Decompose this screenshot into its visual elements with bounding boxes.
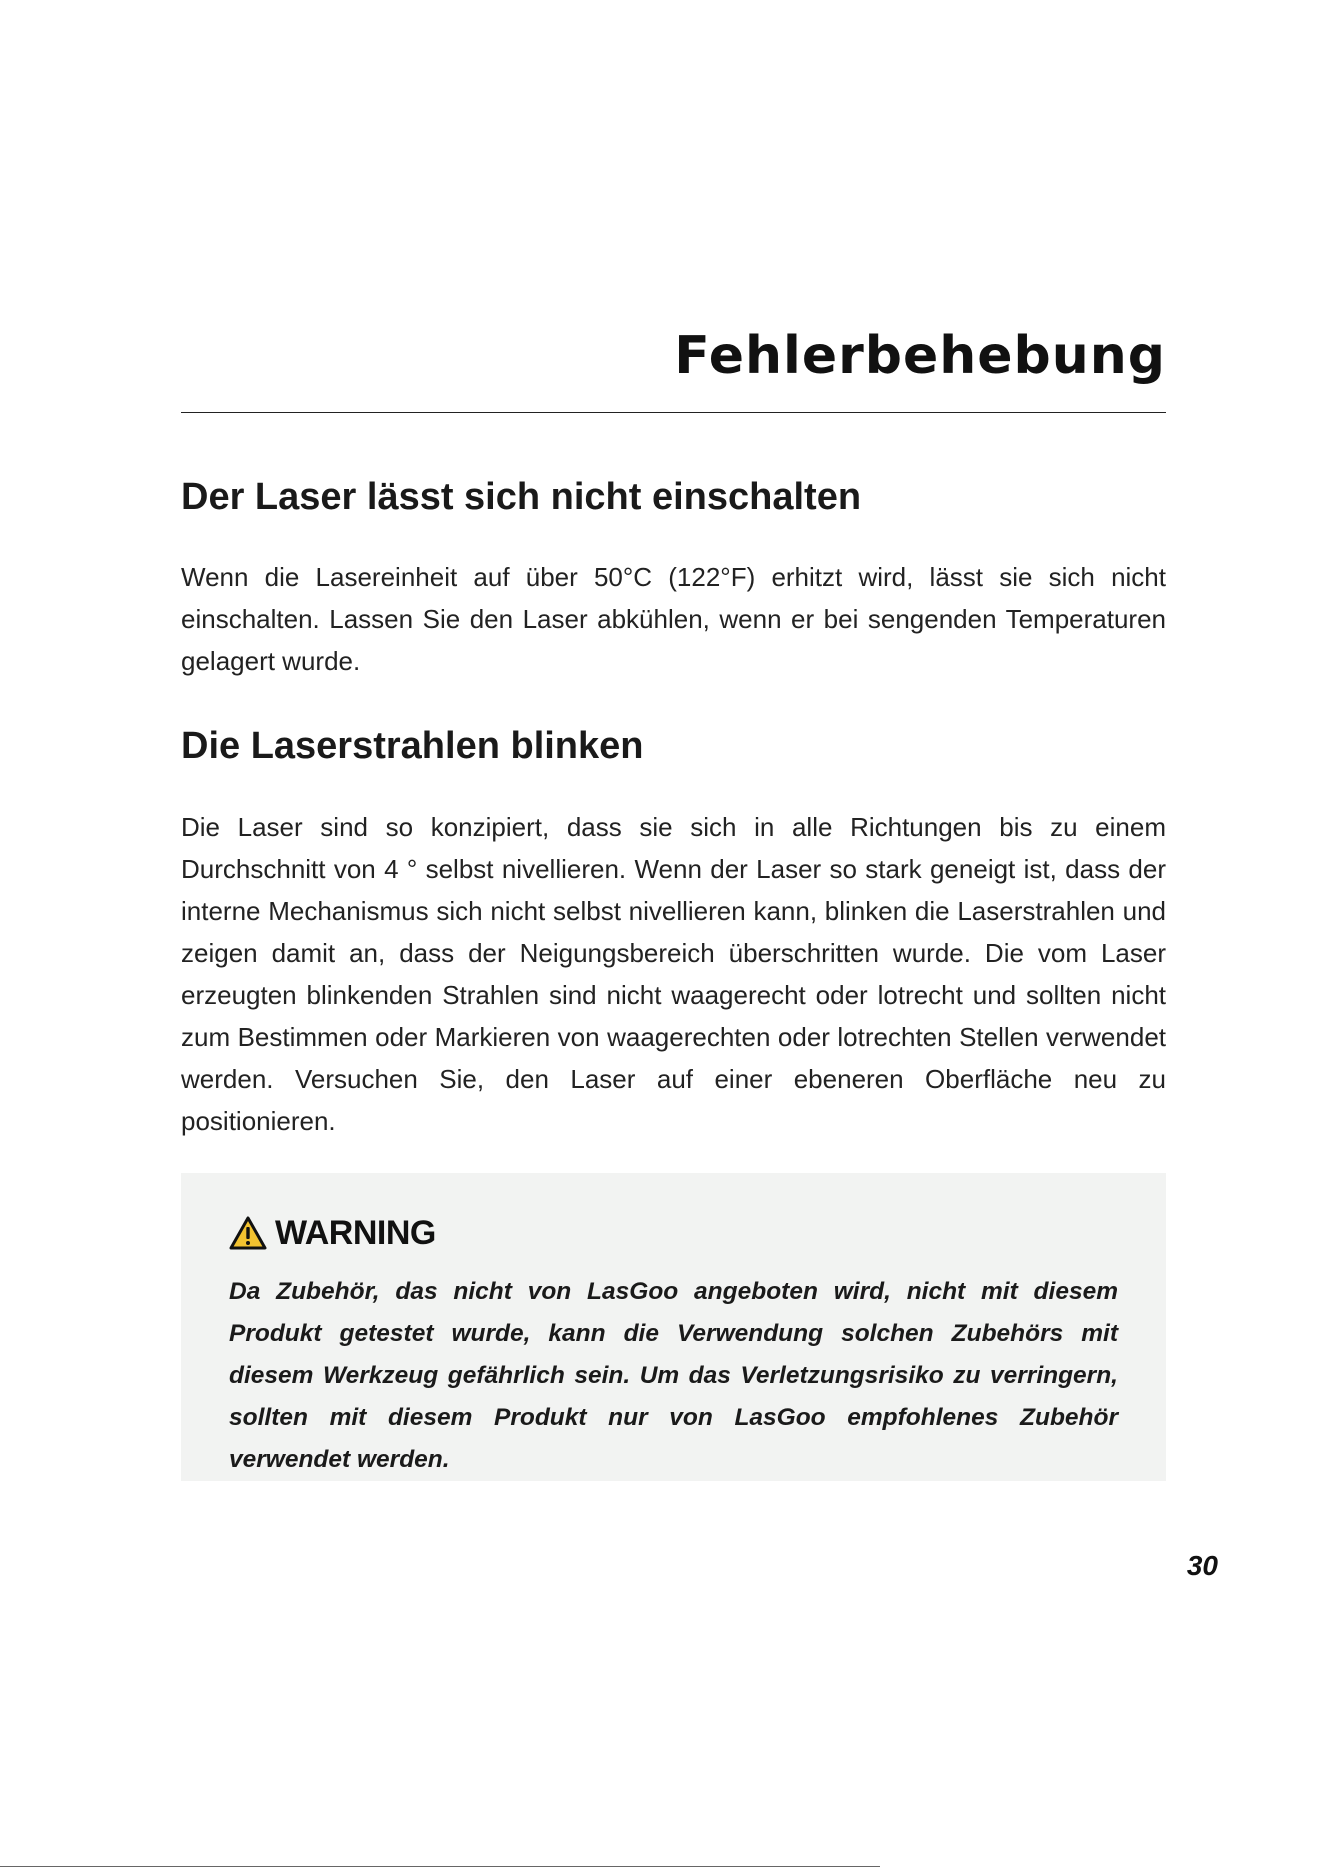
section-body-blinking: Die Laser sind so konzipiert, dass sie sich in alle Richtungen bis zu einem Durchschnitt von 4 ° selbst nivellieren. Wenn der Laser so stark geneigt ist, dass der interne Mechanismus sich nicht selbst nivellieren kann, blinken die Laserstrahlen und zeigen damit an, dass der Neigungsbereich überschritten wurde. Die vom Laser erzeugten blinkenden Strahlen sind nicht waagerecht oder lotrecht und sollten nicht zum Bestimmen oder Markieren von waagerechten oder lotrechten Stellen verwendet werden. Versuchen Sie, den Laser auf einer ebeneren Oberfläche neu zu positionieren. [181, 812, 1166, 1136]
warning-triangle-icon [229, 1216, 267, 1250]
warning-box [181, 1173, 1166, 1481]
section-heading-blinking: Die Laserstrahlen blinken [181, 725, 644, 767]
warning-header [229, 1213, 1118, 1253]
warning-label: WARNING [275, 1213, 436, 1252]
page-number: 30 [1186, 1550, 1218, 1581]
title-divider [181, 412, 1166, 413]
section-heading-laser-off: Der Laser lässt sich nicht einschalten [181, 476, 862, 518]
section-body-laser-off: Wenn die Lasereinheit auf über 50°C (122°F) erhitzt wird, lässt sie sich nicht einschalten. Lassen Sie den Laser abkühlen, wenn er bei sengenden Temperaturen gelagert wurde. [181, 562, 1166, 676]
warning-text: Da Zubehör, das nicht von LasGoo angeboten wird, nicht mit diesem Produkt getestet wurde, kann die Verwendung solchen Zubehörs mit diesem Werkzeug gefährlich sein. Um das Verletzungsrisiko zu verringern, sollten mit diesem Produkt nur von LasGoo empfohlenes Zubehör verwendet werden. [229, 1278, 1118, 1473]
bottom-rule [0, 1866, 880, 1867]
page-title: Fehlerbehebung [674, 326, 1166, 386]
